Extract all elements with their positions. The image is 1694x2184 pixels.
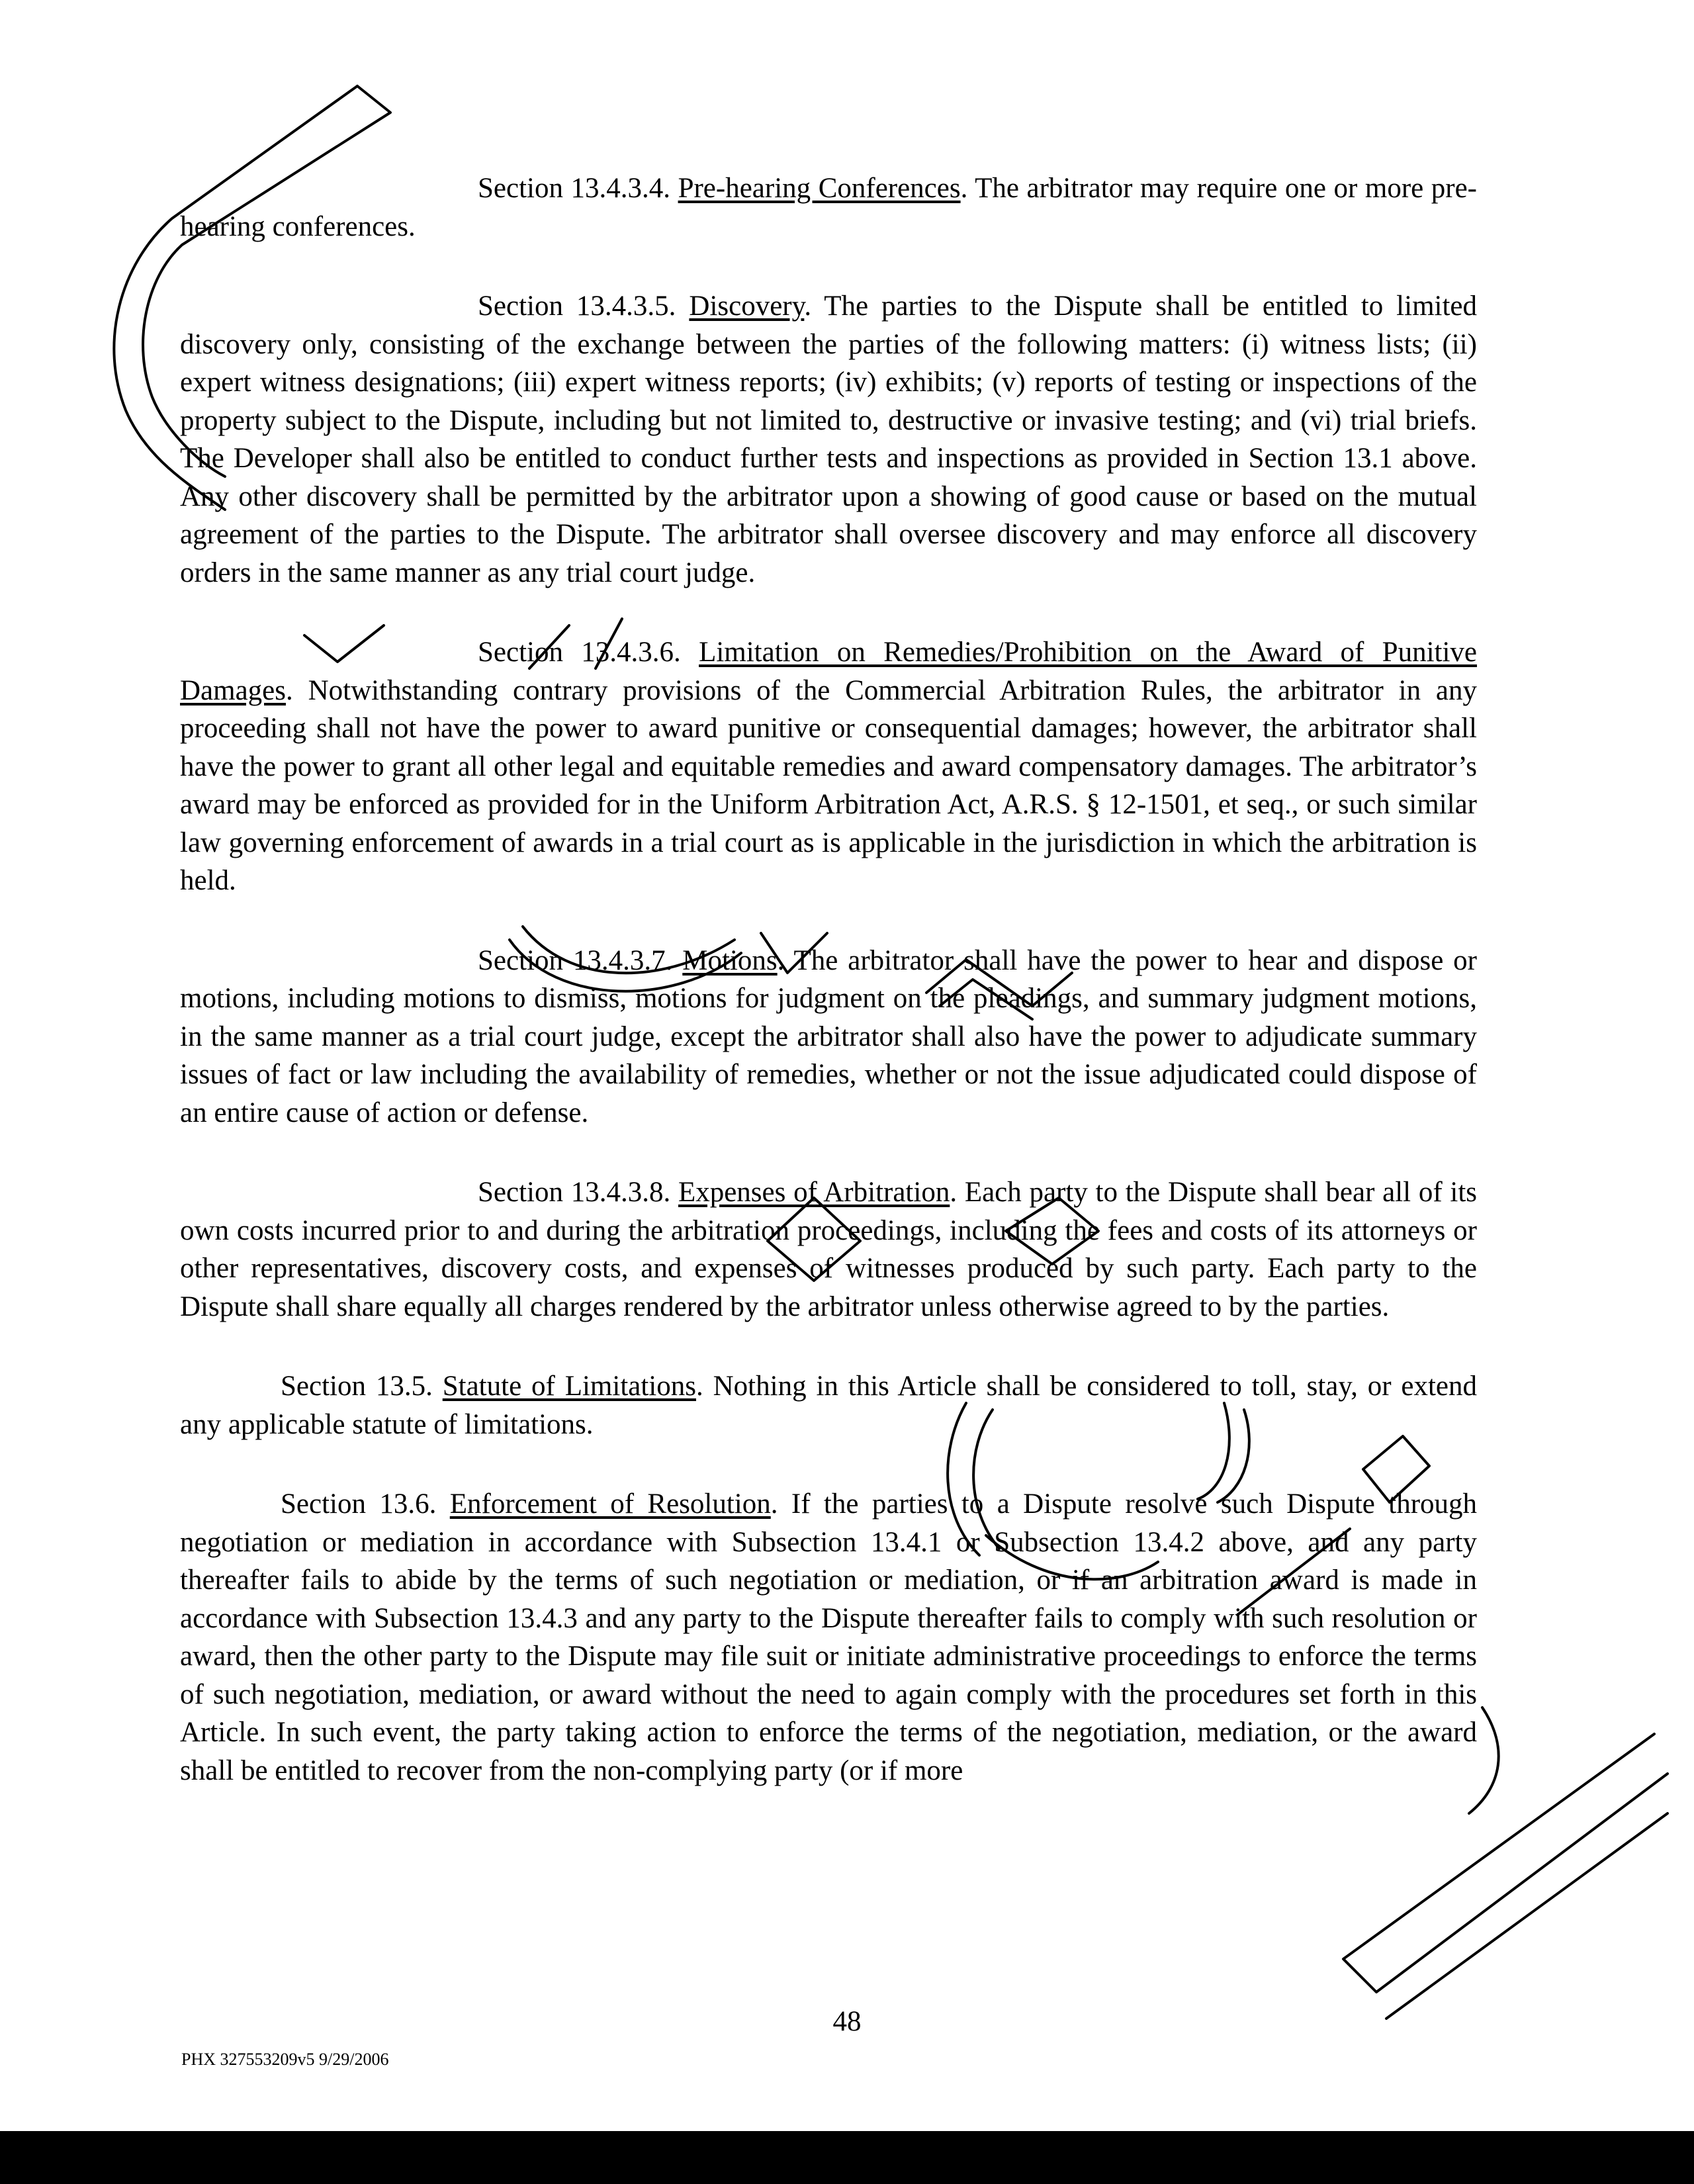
section-heading: Section 13.4.3.7.: [478, 944, 673, 976]
section-13-4-3-5: Section 13.4.3.5. Discovery. The parties to the Dispute shall be entitled to limited discovery only, consisting of the exchange between the parties of the following matters: (i) witness lists; (ii) expert witness designations; (iii) expert witness reports; (iv) exhibits; (v) reports of testing or inspections of the property subject to the Dispute, including but not limited to, destructive or invasive testing; and (vi) trial briefs. The Developer shall also be entitled to conduct further tests and inspections as provided in Section 13.1 above. Any other discovery shall be permitted by the arbitrator upon a showing of good cause or based on the mutual agreement of the parties to the Dispute. The arbitrator shall oversee discovery and may enforce all discovery orders in the same manner as any trial court judge.: [180, 291, 1477, 588]
section-body: Each party to the Dispute shall bear all of its own costs incurred prior to and during the arbitration proceedings, including the fees and costs of its attorneys or other representatives, discovery costs, and expenses of witnesses produced by such party. Each party to the Dispute shall share equally all charges rendered by the arbitrator unless otherwise agreed to by the parties.: [180, 1177, 1478, 1322]
section-title: Limitation on Remedies/Prohibition on the Award of Punitive Damages: [180, 637, 1478, 706]
section-heading: Section 13.5.: [281, 1371, 433, 1402]
handwritten-arrow-right: [1386, 1813, 1668, 2019]
scan-border: [0, 2131, 1694, 2184]
section-body: Notwithstanding contrary provisions of the Commercial Arbitration Rules, the arbitrator in any proceeding shall not have the power to award punitive or consequential damages; however, the arbitrator shall have the power to grant all other legal and equitable remedies and award compensatory damages. The arbitrator’s award may be enforced as provided for in the Uniform Arbitration Act, A.R.S. § 12-1501, et seq., or such similar law governing enforcement of awards in a trial court as is applicable in the jurisdiction in which the arbitration is held.: [180, 674, 1478, 896]
document-id: PHX 327553209v5 9/29/2006: [181, 2050, 389, 2069]
section-title: Statute of Limitations: [442, 1371, 696, 1402]
section-title: Discovery: [689, 291, 805, 322]
section-13-5: Section 13.5. Statute of Limitations. Nothing in this Article shall be considered to toll, stay, or extend any applicable statute of limitations.: [180, 1371, 1478, 1440]
section-heading: Section 13.4.3.5.: [478, 291, 676, 322]
section-title: Enforcement of Resolution: [449, 1488, 771, 1520]
section-13-4-3-6: Section 13.4.3.6. Limitation on Remedies/Prohibition on the Award of Punitive Damages. Notwithstanding contrary provisions of the Commercial Arbitration Rules, the arbitrator in any proceeding shall not have the power to award punitive or consequential damages; however, the arbitrator shall have the power to grant all other legal and equitable remedies and award compensatory damages. The arbitrator’s award may be enforced as provided for in the Uniform Arbitration Act, A.R.S. § 12-1501, et seq., or such similar law governing enforcement of awards in a trial court as is applicable in the jurisdiction in which the arbitration is held.: [180, 637, 1478, 896]
section-13-4-3-7: Section 13.4.3.7. Motions. The arbitrator shall have the power to hear and dispose or motions, including motions to dismiss, motions for judgment on the pleadings, and summary judgment motions, in the same manner as a trial court judge, except the arbitrator shall also have the power to adjudicate summary issues of fact or law including the availability of remedies, whether or not the issue adjudicated could dispose of an entire cause of action or defense.: [180, 944, 1477, 1128]
section-title: Expenses of Arbitration: [678, 1177, 950, 1208]
section-heading: Section 13.4.3.6.: [478, 637, 681, 668]
section-heading: Section 13.6.: [281, 1488, 437, 1520]
section-body: Nothing in this Article shall be considered to toll, stay, or extend any applicable statute of limitations.: [180, 1371, 1478, 1440]
page-number: 48: [832, 2006, 862, 2037]
section-body: The arbitrator may require one or more pre-hearing conferences.: [180, 173, 1477, 242]
section-body: The parties to the Dispute shall be entitled to limited discovery only, consisting of the exchange between the parties of the following matters: (i) witness lists; (ii) expert witness designations; (iii) expert witness reports; (iv) exhibits; (v) reports of testing or inspections of the property subject to the Dispute, including but not limited to, destructive or invasive testing; and (vi) trial briefs. The Developer shall also be entitled to conduct further tests and inspections as provided in Section 13.1 above. Any other discovery shall be permitted by the arbitrator upon a showing of good cause or based on the mutual agreement of the parties to the Dispute. The arbitrator shall oversee discovery and may enforce all discovery orders in the same manner as any trial court judge.: [180, 291, 1477, 588]
section-heading: Section 13.4.3.8.: [478, 1177, 671, 1208]
document-body: [180, 169, 1477, 1831]
section-13-4-3-8: Section 13.4.3.8. Expenses of Arbitration. Each party to the Dispute shall bear all of its own costs incurred prior to and during the arbitration proceedings, including the fees and costs of its attorneys or other representatives, discovery costs, and expenses of witnesses produced by such party. Each party to the Dispute shall share equally all charges rendered by the arbitrator unless otherwise agreed to by the parties.: [180, 1177, 1478, 1322]
section-body: The arbitrator shall have the power to hear and dispose or motions, including motions to dismiss, motions for judgment on the pleadings, and summary judgment motions, in the same manner as a trial court judge, except the arbitrator shall also have the power to adjudicate summary issues of fact or law including the availability of remedies, whether or not the issue adjudicated could dispose of an entire cause of action or defense.: [180, 944, 1477, 1128]
section-title: Motions: [682, 944, 778, 976]
section-heading: Section 13.4.3.4.: [478, 173, 671, 204]
section-13-6: Section 13.6. Enforcement of Resolution. If the parties to a Dispute resolve such Dispute through negotiation or mediation in accordance with Subsection 13.4.1 or Subsection 13.4.2 above, and any party thereafter fails to abide by the terms of such negotiation or mediation, or if an arbitration award is made in accordance with Subsection 13.4.3 and any party to the Dispute thereafter fails to comply with such resolution or award, then the other party to the Dispute may file suit or initiate administrative proceedings to enforce the terms of such negotiation, mediation, or award without the need to again comply with the procedures set forth in this Article. In such event, the party taking action to enforce the terms of the negotiation, mediation, or the award shall be entitled to recover from the non-complying party (or if more: [180, 1488, 1478, 1786]
section-title: Pre-hearing Conferences: [678, 173, 961, 204]
section-13-4-3-4: Section 13.4.3.4. Pre-hearing Conferences. The arbitrator may require one or more pre-hearing conferences.: [180, 173, 1477, 242]
section-body: If the parties to a Dispute resolve such Dispute through negotiation or mediation in accordance with Subsection 13.4.1 or Subsection 13.4.2 above, and any party thereafter fails to abide by the terms of such negotiation or mediation, or if an arbitration award is made in accordance with Subsection 13.4.3 and any party to the Dispute thereafter fails to comply with such resolution or award, then the other party to the Dispute may file suit or initiate administrative proceedings to enforce the terms of such negotiation, mediation, or award without the need to again comply with the procedures set forth in this Article. In such event, the party taking action to enforce the terms of the negotiation, mediation, or the award shall be entitled to recover from the non-complying party (or if more: [180, 1488, 1478, 1786]
